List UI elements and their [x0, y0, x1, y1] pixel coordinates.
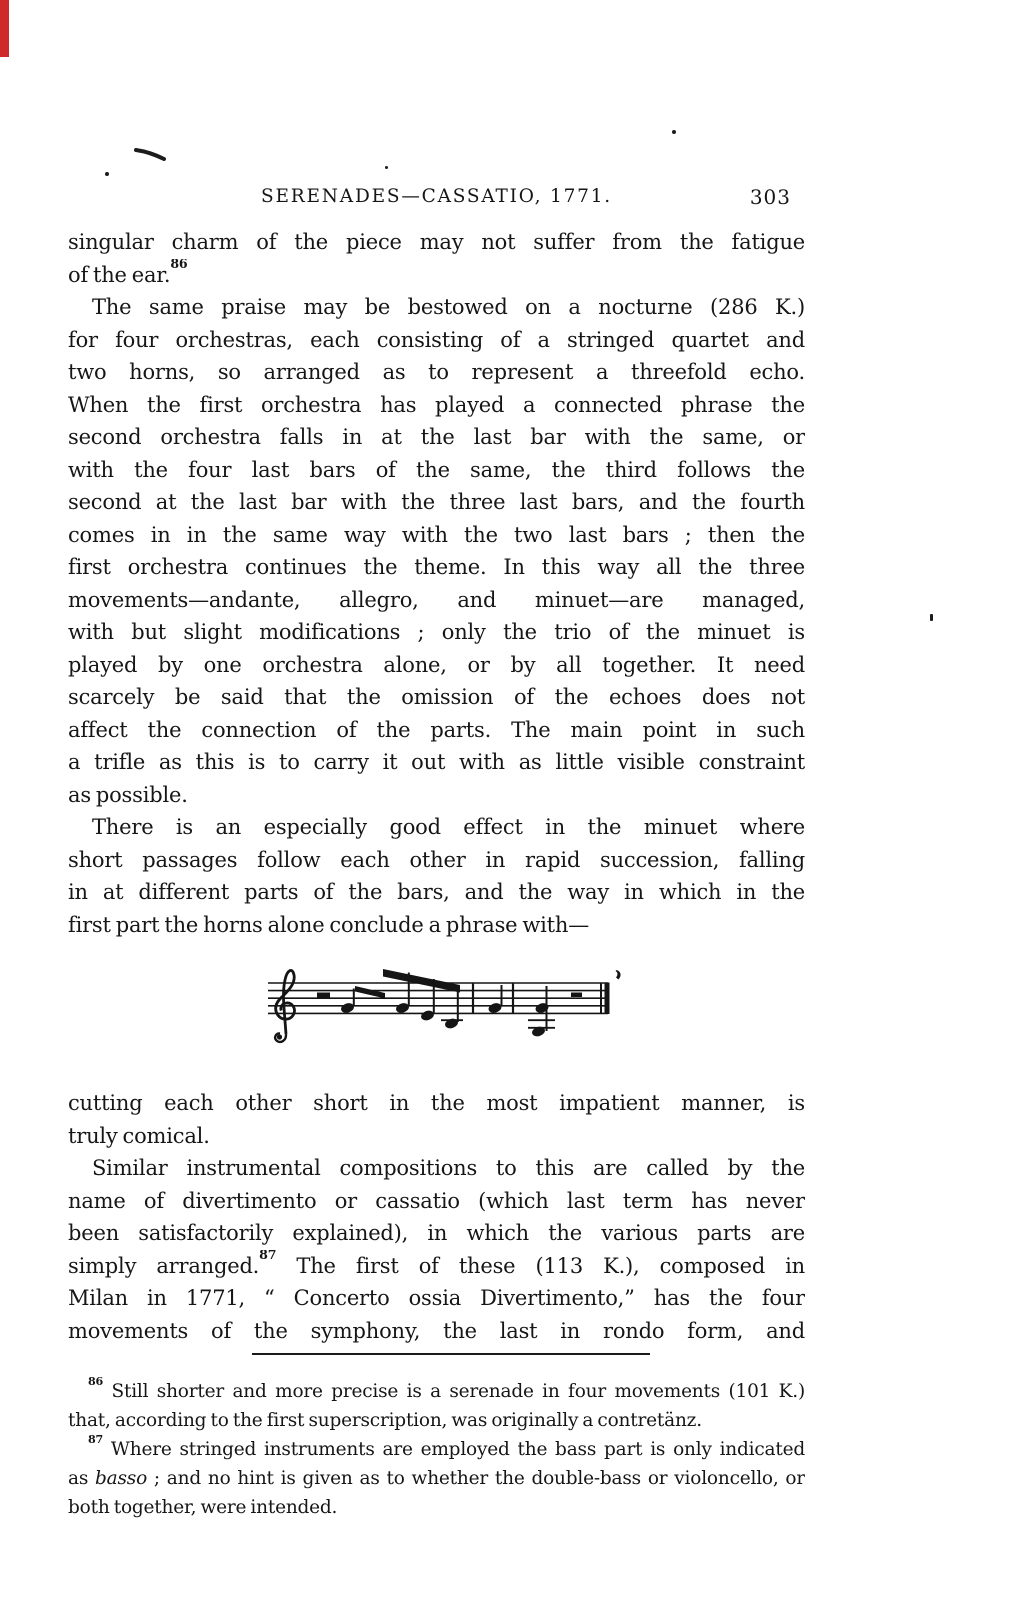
text-line: been satisfactorily explained), in which the various parts are — [68, 1221, 805, 1245]
text-line: as basso ; and no hint is given as to whether the double-bass or violoncello, or — [68, 1468, 805, 1489]
text-line: second orchestra falls in at the last bar with the same, or — [68, 425, 805, 449]
footnote-marker: 86 — [88, 1377, 104, 1388]
text-line: of the ear.$^{86}$ — [68, 259, 805, 292]
paragraph — [68, 1087, 805, 1152]
ink-squiggle-mark — [98, 140, 178, 185]
text-line: that, according to the first superscription, was originally a contretänz. — [68, 1410, 702, 1431]
text-line: Similar instrumental compositions to this are called by the — [92, 1156, 805, 1180]
text-line: played by one orchestra alone, or by all together. It need — [68, 652, 805, 677]
text-line: with the four last bars of the same, the third follows the — [68, 457, 805, 482]
text-line: with but slight modifications ; only the trio of the minuet is — [68, 620, 805, 644]
paragraph — [68, 226, 805, 291]
text-line: scarcely be said that the omission of the echoes does not — [68, 685, 805, 709]
paragraph — [68, 1377, 805, 1435]
paragraph — [68, 291, 805, 811]
text-line: $^{86}$ Still shorter and more precise is a serenade in four movements (101 K.) — [68, 1377, 805, 1406]
breath-mark — [616, 970, 621, 980]
body-text-lower — [68, 1087, 805, 1347]
text-line: singular charm of the piece may not suffer from the fatigue — [68, 230, 805, 254]
ink-speck — [385, 166, 388, 169]
text-line: comes in in the same way with the two last bars ; then the — [68, 522, 805, 547]
paragraph — [68, 1152, 805, 1347]
red-bookmark-ribbon — [0, 0, 9, 57]
ink-speck — [930, 614, 933, 621]
body-text-upper — [68, 226, 805, 941]
page-header — [68, 186, 805, 207]
footnote-marker: 87 — [88, 1435, 104, 1446]
text-line: first part the horns alone conclude a phrase with— — [68, 912, 590, 937]
text-line: in at different parts of the bars, and the way in which in the — [68, 880, 805, 904]
text-line: a trifle as this is to carry it out with as little visible constraint — [68, 750, 805, 774]
footnotes-section — [68, 1377, 805, 1522]
text-line: name of divertimento or cassatio (which last term has never — [68, 1188, 805, 1213]
text-line: both together, were intended. — [68, 1497, 338, 1518]
footnote-marker: 87 — [259, 1249, 277, 1262]
text-line: There is an especially good effect in the minuet where — [92, 815, 805, 839]
text-line: first orchestra continues the theme. In this way all the three — [68, 555, 805, 579]
text-line: movements of the symphony, the last in rondo form, and — [68, 1318, 805, 1343]
footnote-separator-rule — [252, 1353, 650, 1355]
running-title: SERENADES—CASSATIO, 1771. — [260, 186, 612, 207]
paragraph — [68, 1435, 805, 1522]
paragraph — [68, 811, 805, 941]
text-line: movements—andante, allegro, and minuet—are managed, — [68, 587, 805, 612]
text-line: affect the connection of the parts. The main point in such — [68, 717, 805, 742]
text-line: as possible. — [68, 782, 188, 807]
ink-speck — [672, 130, 676, 134]
text-line: truly comical. — [68, 1123, 210, 1148]
italic-term: basso — [95, 1468, 148, 1489]
text-line: for four orchestras, each consisting of a stringed quartet and — [68, 327, 805, 352]
text-line: Milan in 1771, “ Concerto ossia Divertimento,” has the four — [68, 1286, 805, 1310]
text-line: cutting each other short in the most impatient manner, is — [68, 1091, 805, 1115]
text-line: The same praise may be bestowed on a nocturne (286 K.) — [92, 295, 805, 319]
text-line: two horns, so arranged as to represent a threefold echo. — [68, 360, 805, 384]
footnote-marker: 86 — [170, 258, 188, 271]
text-line: short passages follow each other in rapid succession, falling — [68, 847, 805, 872]
text-column — [68, 226, 805, 1522]
text-line: second at the last bar with the three last bars, and the fourth — [68, 490, 805, 514]
text-line: $^{87}$ Where stringed instruments are employed the bass part is only indicated — [68, 1435, 805, 1464]
notes-and-rests — [317, 969, 621, 1038]
text-line: simply arranged.$^{87}$ The first of these (113 K.), composed in — [68, 1250, 805, 1283]
text-line: When the first orchestra has played a connected phrase the — [68, 392, 805, 417]
music-notation-figure — [255, 944, 635, 1054]
figure-block — [68, 941, 805, 1087]
page-number: 303 — [749, 185, 791, 209]
